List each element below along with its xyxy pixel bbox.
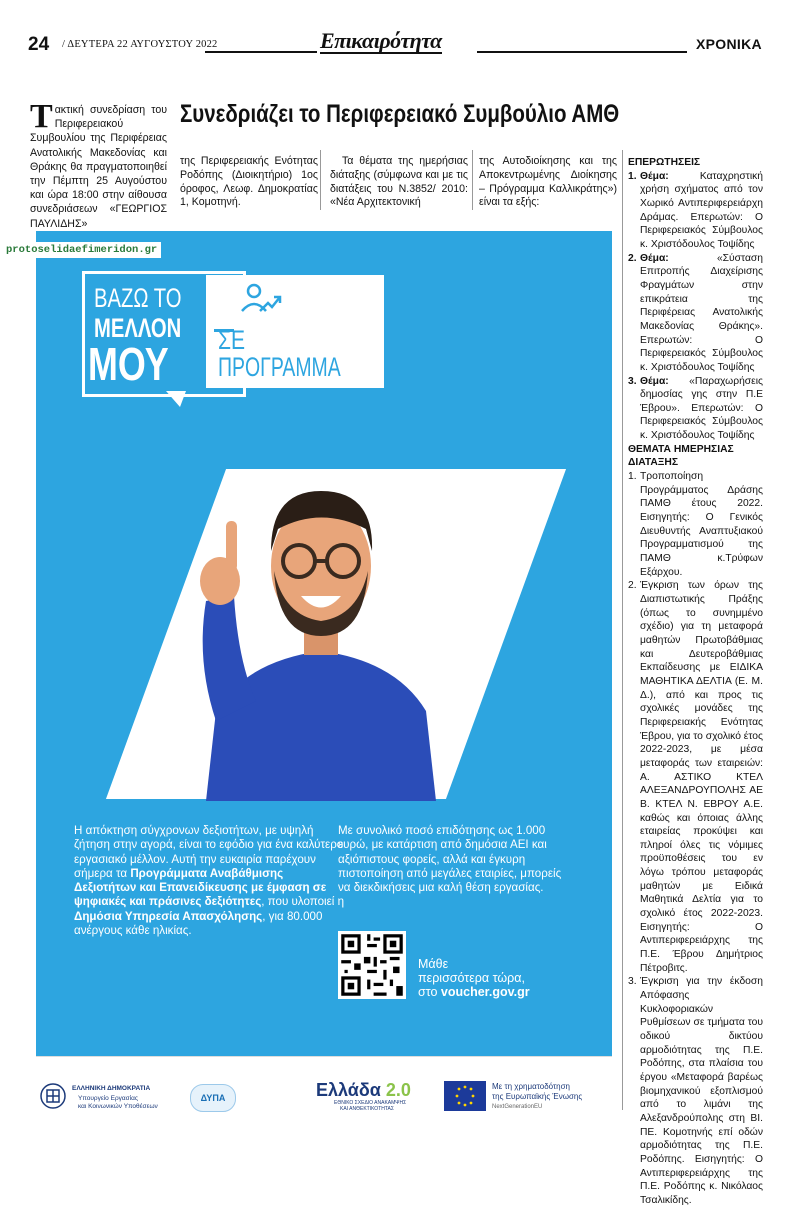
item-text: Καταχρηστική χρήση σχήματος από τον Χωρικό Αντιπεριφερειάρχη Δράμας. Επερωτών: Ο Περιφερειακός Σύμβουλος κ. Χριστόδουλος Τοψίδης (640, 170, 763, 250)
dypa-logo-text: ΔΥΠΑ (200, 1093, 226, 1103)
item-text: Έγκριση για την έκδοση Απόφασης Κυκλοφοριακών Ρυθμίσεων σε τμήματα του οδικού δικτύου αρμοδιότητας της Π.Ε. Ροδόπης, στα πλαίσια του έργου «Μεταφορά βαρέως βιομηχανικού εξοπλισμού από το λιμάνι της Αλεξανδρούπολης στη ΒΙ. ΠΕ. Κομοτηνής επί οδών αρμοδιότητας της Π.Ε. Ροδόπης. Εισηγητής: Ο Αντιπεριφερειάρχης της Π.Ε. Ροδόπης κ. Νικόλαος Τσαλικίδης. (640, 976, 763, 1206)
dypa-logo (190, 1084, 236, 1112)
item-number: 2. (628, 252, 637, 264)
smiling-man-photo (186, 411, 456, 801)
list-item (628, 170, 763, 252)
growth-person-icon (236, 281, 282, 321)
ad-box-line2: ΠΡΟΓΡΑΜΜΑ (218, 352, 341, 382)
cta-line: στο (418, 985, 441, 999)
item-number: 1. (628, 471, 637, 483)
agenda-heading: ΘΕΜΑΤΑ ΗΜΕΡΗΣΙΑΣ ΔΙΑΤΑΞΗΣ (628, 443, 734, 469)
cta-line: Μάθε (418, 957, 449, 971)
header-rule (205, 51, 317, 53)
dropcap: Τ (30, 98, 53, 135)
item-text: Τροποποίηση Προγράμματος Δράσης ΠΑΜΘ έτους 2022. Εισηγητής: Ο Γενικός Διευθυντής Αναπτυξιακού Προγραμματισμού της ΠΑΜΘ κ.Τρύφων Εξάρχου. (640, 471, 763, 578)
intro-text: ακτική συνεδρίαση του Περιφερειακού Συμβουλίου της Περιφέρειας Ανατολικής Μακεδονίας και Θράκης θα πραγματοποιηθεί την Πέμπτη 25 Αυγούστου και ώρα 18:00 στην αίθουσα συνεδριάσεων «ΓΕΩΡΓΙΟΣ ΠΑΥΛΙΔΗΣ» (30, 104, 167, 230)
voucher-link[interactable]: voucher.gov.gr (440, 985, 530, 999)
questions-list (628, 170, 763, 443)
list-item (628, 975, 763, 1207)
item-number: 1. (628, 170, 637, 182)
ad-text-bold: Δημόσια Υπηρεσία Απασχόλησης (74, 909, 263, 923)
issue-date: / ΔΕΥΤΕΡΑ 22 ΑΥΓΟΥΣΤΟΥ 2022 (62, 39, 218, 50)
list-item (628, 470, 763, 579)
column-divider (472, 150, 473, 210)
ad-text: , για 80.000 ανέργους κάθε ηλικίας. (74, 909, 323, 938)
item-label: Θέμα: (640, 252, 669, 264)
item-number: 3. (628, 375, 637, 387)
recovery-plan-text: ΚΑΙ ΑΝΘΕΚΤΙΚΟΤΗΤΑΣ (340, 1106, 394, 1112)
header-rule (477, 51, 687, 53)
column-divider (622, 150, 623, 1110)
footer-rule (36, 1056, 612, 1057)
greece20-logo (316, 1080, 411, 1101)
ad-slogan-line3: ΜΟΥ (88, 338, 169, 390)
ad-box-line1: ΣΕ (218, 325, 246, 355)
greece20-number: 2.0 (385, 1080, 411, 1100)
topics-list (628, 470, 763, 1207)
ad-slogan-line2: ΜΕΛΛΟΝ (94, 313, 182, 343)
questions-heading: ΕΠΕΡΩΤΗΣΕΙΣ (628, 157, 701, 168)
newspaper-logo: Επικαιρότητα (320, 28, 442, 53)
article-headline: Συνεδριάζει το Περιφερειακό Συμβούλιο ΑΜΘ (180, 100, 620, 128)
ad-slogan-line1: ΒΑΖΩ ΤΟ (94, 283, 182, 313)
item-text: Έγκριση των όρων της Διαπιστωτικής Πράξης (όπως το συνημμένο σχέδιο) για τη μεταφορά μαθητών Πρωτοβάθμιας και Δευτεροβάθμιας Εκπαίδευσης με ΕΙΔΙΚΑ ΜΑΘΗΤΙΚΑ ΔΕΛΤΙΑ (Ε. Μ. Δ.), από και προς τις σχολικές μονάδες της Περιφερειακής Ενότητας Έβρου, για το σχολικό έτος 2022-2023, με μέσα μεταφοράς των εταιρειών: Α. ΑΣΤΙΚΟ ΚΤΕΛ ΑΛΕΞΑΝΔΡΟΥΠΟΛΗΣ ΑΕ Β. ΚΤΕΛ Ν. ΕΒΡΟΥ Α.Ε. καθώς και όποιας άλλης εταιρείας προκύψει και πληροί όλες τις νόμιμες προϋποθέσεις του εν λόγω τρόπου μεταφοράς μαθητών με Ειδικά Μαθητικά Δελτία για το σχολικό έτος 2022-2023. Εισηγητής: Ο Αντιπεριφερειάρχης της Π.Ε. Έβρου Δημήτριος Πέτροβιτς. (640, 580, 763, 974)
section-title: ΧΡΟΝΙΚΑ (696, 36, 762, 52)
column-divider (320, 150, 321, 210)
list-item (628, 252, 763, 375)
item-label: Θέμα: (640, 375, 669, 387)
article-column-4: της Αυτοδιοίκησης και της Αποκεντρωμένης Διοίκησης – Πρόγραμμα Καλλικράτης») είναι τα εξής: (479, 155, 617, 209)
eu-funding-text: Με τη χρηματοδότηση (492, 1082, 570, 1091)
ad-body-text-1 (74, 824, 346, 938)
gov-ministry: και Κοινωνικών Υποθέσεων (78, 1103, 158, 1110)
item-text: «Σύσταση Επιτροπής Διαχείρισης Φραγμάτων στην επικράτεια της Περιφέρειας Ανατολικής Μακεδονίας Θράκης». Επερωτών: Ο Περιφερειακός Σύμβουλος κ. Χριστόδουλος Τοψίδης (640, 252, 763, 373)
cta-line: περισσότερα τώρα, (418, 971, 525, 985)
item-number: 3. (628, 976, 637, 988)
article-intro (30, 98, 167, 231)
advertisement (36, 231, 612, 1056)
cta-text (418, 957, 530, 999)
ad-text: , που υλοποιεί η (261, 895, 345, 909)
ad-text: Η απόκτηση σύγχρονων δεξιοτήτων, με υψηλή ζήτηση στην αγορά, είναι το εφόδιο για ένα καλύτερο εργασιακό μέλλον. Αυτή την ευκαιρία παρέχουν σήμερα τα (74, 824, 344, 880)
agenda-column (628, 156, 763, 1208)
item-text: «Παραχωρήσεις δημοσίας γης στην Π.Ε Έβρου». Επερωτών: Ο Περιφερειακός Σύμβουλος κ. Χριστόδουλος Τοψίδης (640, 375, 763, 442)
recovery-plan-text: ΕΘΝΙΚΟ ΣΧΕΔΙΟ ΑΝΑΚΑΜΨΗΣ (334, 1100, 407, 1106)
eu-funding-text: της Ευρωπαϊκής Ένωσης (492, 1092, 583, 1101)
greek-emblem-icon (40, 1083, 66, 1109)
ad-text-bold: Προγράμματα Αναβάθμισης Δεξιοτήτων και Επανειδίκευσης με έμφαση σε ψηφιακές και πράσινες δεξιότητες (74, 866, 327, 909)
page-number: 24 (28, 34, 50, 55)
eu-flag-icon (444, 1081, 486, 1111)
article-column-3: Τα θέματα της ημερήσιας διάταξης (σύμφωνα και με τις διατάξεις του Ν.3852/ 2010: «Νέα Αρχιτεκτονική (330, 155, 468, 209)
list-item (628, 579, 763, 975)
ad-body-text-2: Με συνολικό ποσό επιδότησης ως 1.000 ευρώ, με κατάρτιση από δημόσια ΑΕΙ και αξιόπιστους φορείς, αλλά και έγκυρη πιστοποίηση από μεγάλες εταιρίες, μπορείς να διεκδικήσεις μια καλή θέση εργασίας. (338, 824, 562, 895)
gov-ministry: Υπουργείο Εργασίας (78, 1095, 138, 1102)
article-column-2: της Περιφερειακής Ενότητας Ροδόπης (Διοικητήριο) 1ος όροφος, Λεωφ. Δημοκρατίας 1, Κομοτηνή. (180, 155, 318, 209)
greece20-word: Ελλάδα (316, 1080, 381, 1100)
item-number: 2. (628, 580, 637, 592)
watermark: protoselidaefimeridon.gr (2, 242, 161, 258)
speech-bubble-tail (166, 391, 186, 407)
qr-code[interactable] (338, 931, 406, 999)
item-label: Θέμα: (640, 170, 669, 182)
eu-nextgen-text: NextGenerationEU (492, 1104, 543, 1110)
list-item (628, 375, 763, 443)
gov-title: ΕΛΛΗΝΙΚΗ ΔΗΜΟΚΡΑΤΙΑ (72, 1085, 151, 1092)
